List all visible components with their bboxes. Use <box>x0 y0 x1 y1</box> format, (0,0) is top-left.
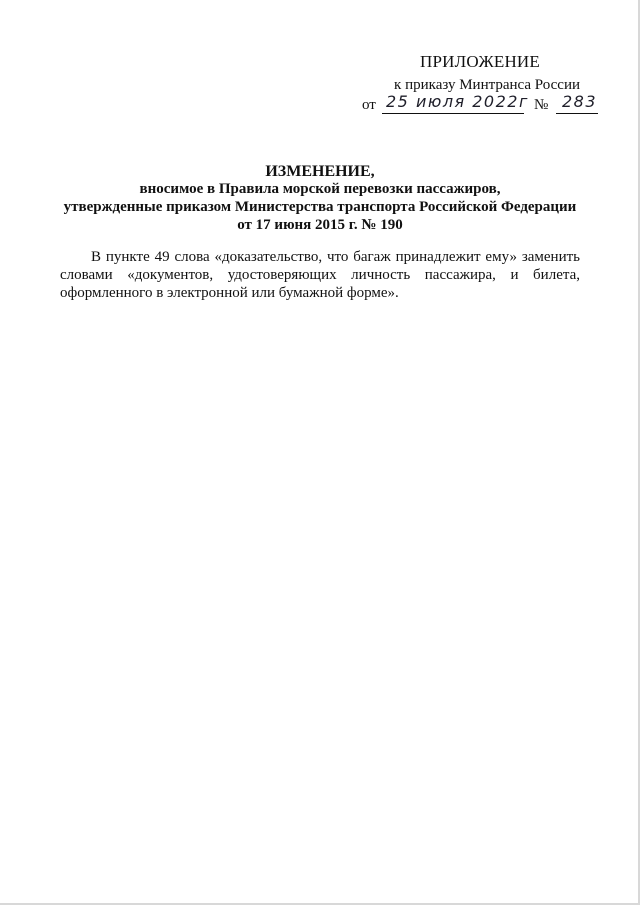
body-paragraph-line-3: оформленного в электронной или бумажной форме». <box>60 285 399 301</box>
heading-line-4: от 17 июня 2015 г. № 190 <box>237 217 403 233</box>
appendix-title: ПРИЛОЖЕНИЕ <box>420 52 540 71</box>
order-date-number-line <box>360 94 600 118</box>
heading-line-2: вносимое в Правила морской перевозки пассажиров, <box>139 181 501 197</box>
handwritten-date: 25 июля 2022г <box>386 92 529 111</box>
number-blank-line <box>556 94 598 114</box>
heading-line-3: утвержденные приказом Министерства транспорта Российской Федерации <box>63 199 577 215</box>
body-paragraph-line-2: словами «документов, удостоверяющих личность пассажира, и билета, <box>60 267 580 283</box>
handwritten-number: 283 <box>562 92 598 111</box>
appendix-order-reference: к приказу Минтранса России <box>394 77 580 93</box>
date-prefix: от <box>362 97 376 113</box>
heading-title: ИЗМЕНЕНИЕ, <box>265 163 375 180</box>
date-blank-line <box>382 92 529 114</box>
body-paragraph-line-1: В пункте 49 слова «доказательство, что багаж принадлежит ему» заменить <box>91 249 580 265</box>
number-sign: № <box>534 97 549 113</box>
